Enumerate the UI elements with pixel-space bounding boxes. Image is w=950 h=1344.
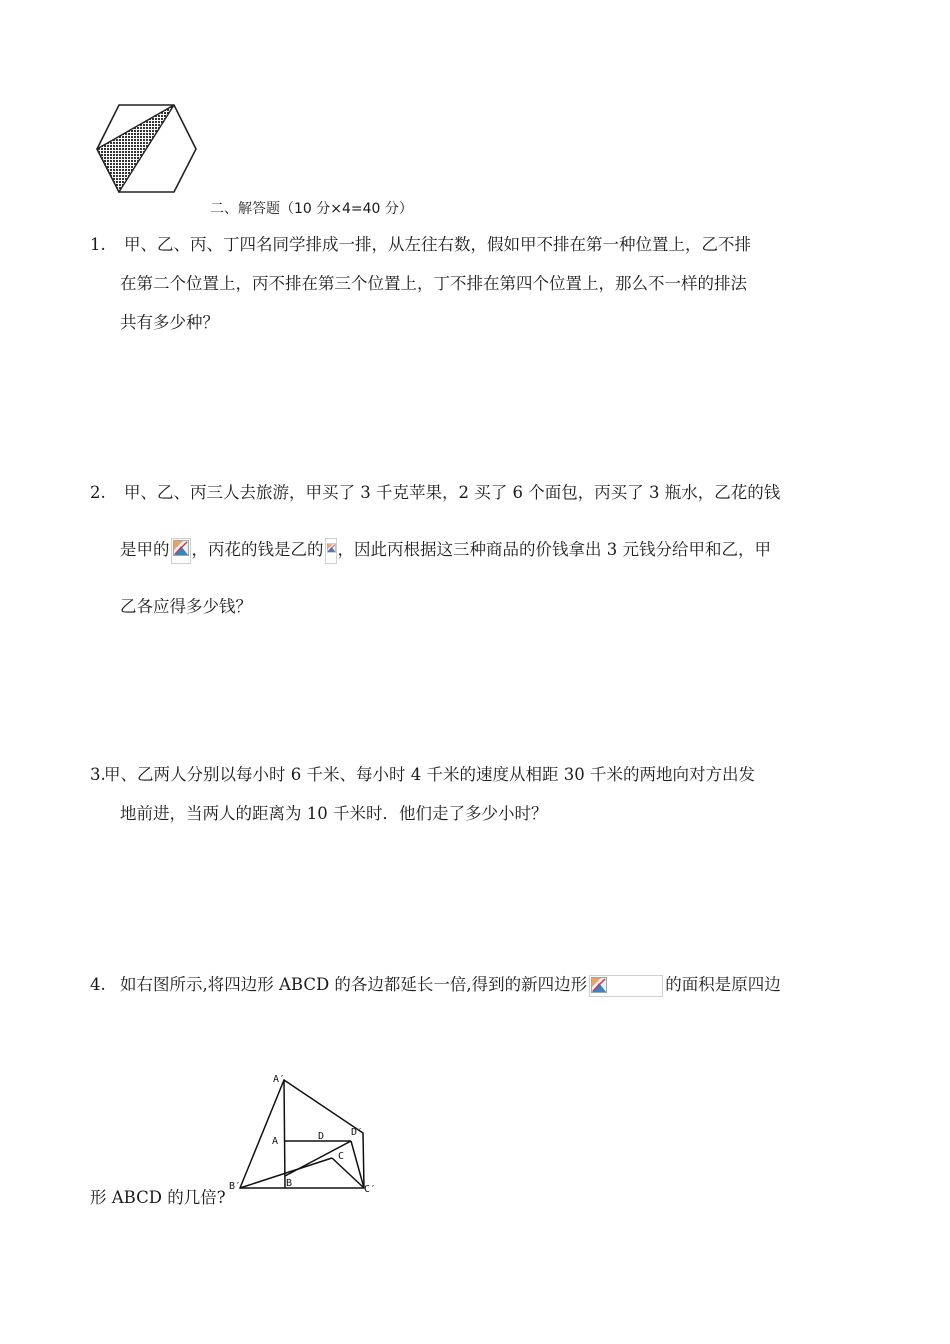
question-text: 甲、乙、丙三人去旅游，甲买了 3 千克苹果，2 买了 6 个面包，丙买了 3 瓶水，乙花的钱 [124, 483, 781, 502]
question-3 [90, 755, 870, 833]
question-2 [90, 464, 870, 635]
question-number: 3. [90, 765, 106, 784]
point-label-d: D [318, 1131, 325, 1142]
broken-image-icon [591, 977, 607, 993]
question-text: 的面积是原四边 [665, 975, 781, 994]
question-text: ，因此丙根据这三种商品的价钱拿出 3 元钱分给甲和乙，甲 [337, 540, 771, 559]
point-label-a: A [272, 1136, 279, 1147]
question-text: ，丙花的钱是乙的 [191, 540, 324, 559]
question-text: 是甲的 [120, 540, 170, 559]
question-number: 4. [90, 975, 106, 994]
hexagon-figure [92, 103, 202, 195]
point-label-c: C [338, 1151, 345, 1162]
question-text: 甲、乙、丙、丁四名同学排成一排，从左往右数，假如甲不排在第一种位置上，乙不排 [124, 235, 751, 254]
question-text: 甲、乙两人分别以每小时 6 千米、每小时 4 千米的速度从相距 30 千米的两地向对方出发 [104, 765, 755, 784]
section-title: 二、解答题（10 分×4=40 分） [210, 201, 413, 217]
quadrilateral-figure [228, 1068, 388, 1198]
question-text: 乙各应得多少钱？ [120, 597, 252, 616]
fraction-image-placeholder [325, 538, 337, 564]
point-label-d-prime: D′ [351, 1127, 364, 1138]
question-text: 共有多少种？ [120, 313, 219, 332]
point-label-b: B [286, 1178, 293, 1189]
question-text: 在第二个位置上，丙不排在第三个位置上，丁不排在第四个位置上，那么不一样的排法 [120, 274, 747, 293]
question-4 [90, 965, 870, 1004]
question-number: 1. [90, 235, 106, 254]
question-text: 如右图所示,将四边形 ABCD 的各边都延长一倍,得到的新四边形 [120, 975, 588, 994]
broken-image-icon [327, 540, 336, 556]
question-text: 地前进，当两人的距离为 10 千米时．他们走了多少小时？ [120, 804, 548, 823]
question-4-continued [90, 1178, 870, 1217]
broken-image-icon [173, 540, 189, 556]
point-label-a-prime: A′ [273, 1074, 286, 1085]
fraction-image-placeholder [171, 538, 191, 564]
quadrilateral-image-placeholder [589, 975, 663, 997]
point-label-c-prime: C′ [364, 1184, 377, 1195]
question-text: 形 ABCD 的几倍? [90, 1188, 226, 1207]
question-1 [90, 225, 870, 342]
question-number: 2. [90, 483, 106, 502]
point-label-b-prime: B′ [229, 1181, 242, 1192]
